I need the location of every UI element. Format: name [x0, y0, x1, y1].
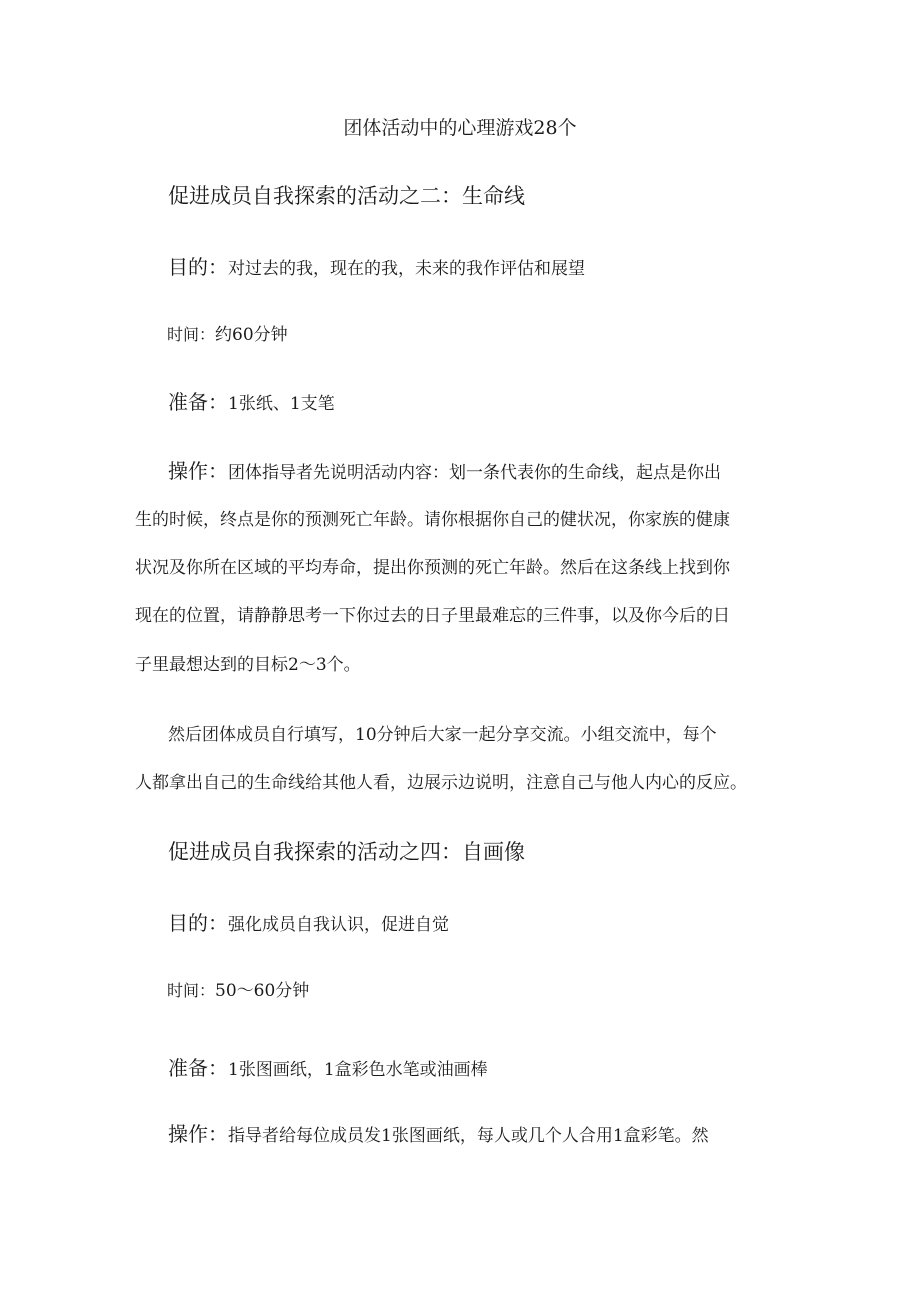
section1-op-line-3: 状况及你所在区域的平均寿命，提出你预测的死亡年龄。然后在这条线上找到你 — [135, 558, 730, 578]
prep-label: 准备： — [168, 1056, 228, 1080]
prep-label: 准备： — [168, 390, 228, 414]
prep-text: 1张图画纸，1盒彩色水笔或油画棒 — [228, 1060, 488, 1080]
op-label: 操作： — [168, 459, 228, 483]
section2-time — [167, 976, 309, 1001]
section1-prep — [168, 386, 335, 415]
section2-purpose — [168, 907, 449, 936]
document-title: 团体活动中的心理游戏28个 — [343, 117, 577, 139]
section2-op — [168, 1118, 709, 1147]
op-text-line: 团体指导者先说明活动内容：划一条代表你的生命线，起点是你出 — [228, 463, 721, 483]
section2-heading: 促进成员自我探索的活动之四：自画像 — [168, 840, 525, 864]
section1-purpose — [168, 251, 585, 280]
section1-op-line-4: 现在的位置，请静静思考一下你过去的日子里最难忘的三件事，以及你今后的日 — [135, 606, 730, 626]
op-label: 操作： — [168, 1122, 228, 1146]
section1-time — [167, 320, 288, 345]
section1-followup-line-2: 人都拿出自己的生命线给其他人看，边展示边说明，注意自己与他人内心的反应。 — [135, 773, 747, 793]
section1-op-line-5: 子里最想达到的目标2～3个。 — [135, 655, 361, 675]
prep-text: 1张纸、1支笔 — [228, 394, 335, 414]
purpose-text: 强化成员自我认识，促进自觉 — [228, 915, 449, 935]
section1-followup-line-1: 然后团体成员自行填写，10分钟后大家一起分享交流。小组交流中，每个 — [168, 725, 717, 745]
section1-heading: 促进成员自我探索的活动之二：生命线 — [168, 184, 525, 208]
time-label: 时间： — [167, 325, 216, 344]
purpose-text: 对过去的我，现在的我，未来的我作评估和展望 — [228, 259, 585, 279]
time-label: 时间： — [167, 981, 216, 1000]
section1-op-line-1 — [168, 455, 721, 484]
purpose-label: 目的： — [168, 255, 228, 279]
time-text: 50～60分钟 — [215, 981, 310, 1001]
section1-op-line-2: 生的时候，终点是你的预测死亡年龄。请你根据你自己的健状况，你家族的健康 — [135, 510, 730, 530]
time-text: 约60分钟 — [215, 325, 288, 345]
purpose-label: 目的： — [168, 911, 228, 935]
section2-prep — [168, 1052, 488, 1081]
op-text: 指导者给每位成员发1张图画纸，每人或几个人合用1盒彩笔。然 — [228, 1126, 709, 1146]
